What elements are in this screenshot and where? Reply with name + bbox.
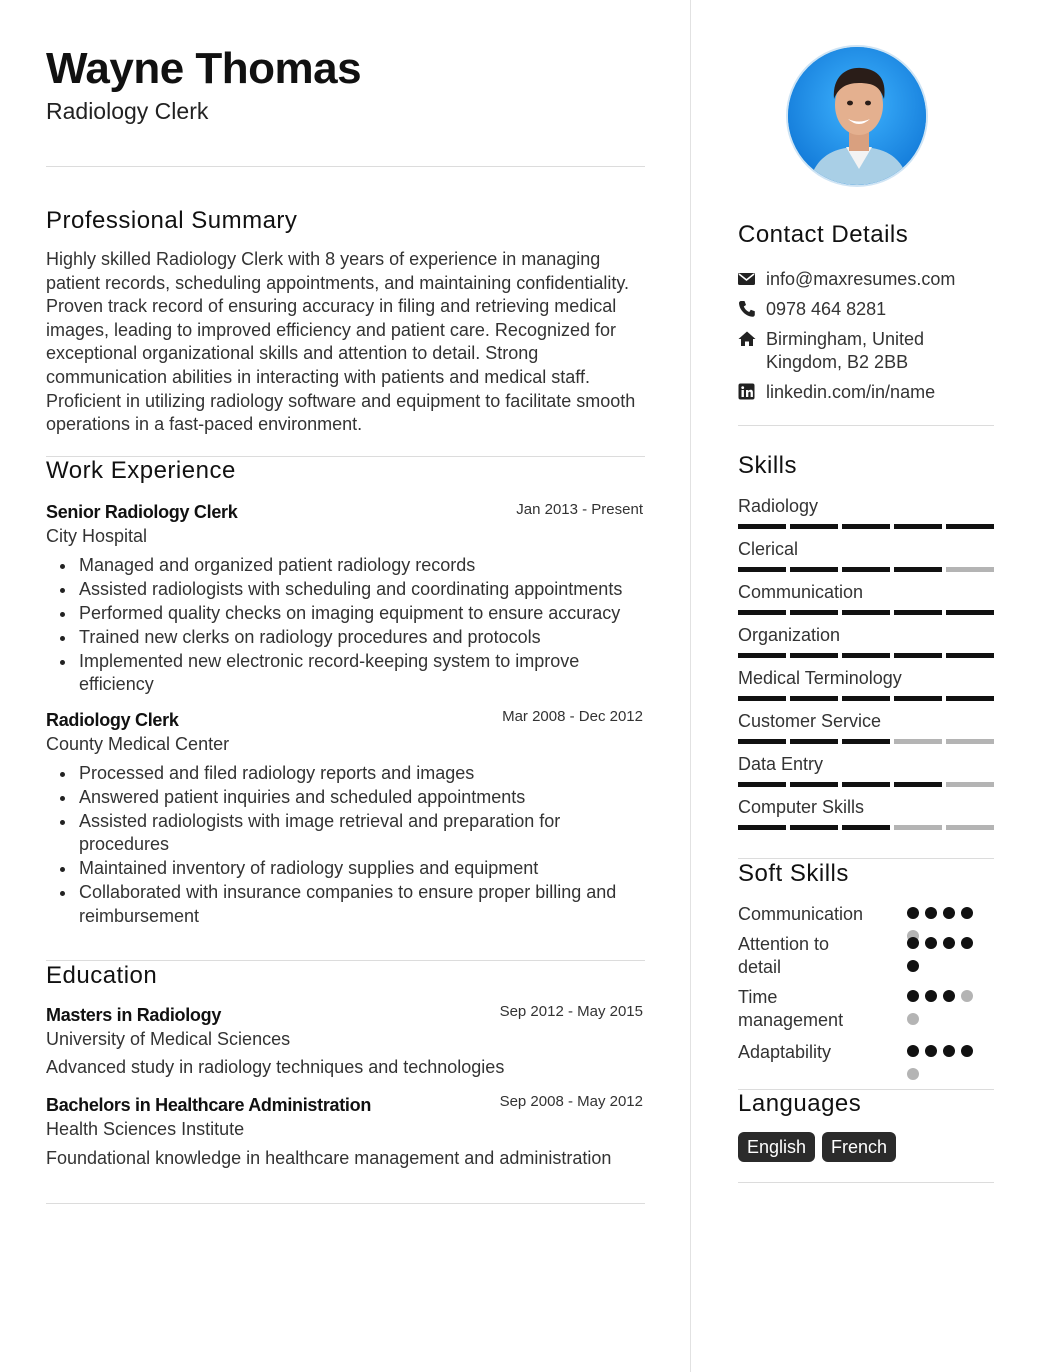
skill-segment-filled — [842, 782, 890, 787]
rating-dot-filled — [943, 907, 955, 919]
skill-name: Communication — [738, 582, 864, 602]
skill-name: Medical Terminology — [738, 668, 902, 688]
candidate-title: Radiology Clerk — [46, 98, 209, 124]
skill-name: Computer Skills — [738, 797, 865, 817]
skill-segment-filled — [842, 825, 890, 830]
soft-skill-rating — [907, 1045, 987, 1085]
skill-segment-empty — [946, 782, 994, 787]
degree-date: Sep 2012 - May 2015 — [499, 1003, 643, 1020]
skill-level-bar — [738, 739, 994, 744]
job-employer: City Hospital — [46, 526, 148, 546]
skill-name: Radiology — [738, 496, 819, 516]
job-date: Mar 2008 - Dec 2012 — [502, 708, 643, 725]
linkedin-link[interactable]: linkedin.com/in/name — [766, 382, 936, 402]
job-bullet: Performed quality checks on imaging equipment to ensure accuracy — [46, 602, 645, 625]
rating-dot-filled — [961, 907, 973, 919]
rating-dot-empty — [961, 990, 973, 1002]
rating-dot-filled — [907, 907, 919, 919]
job-date: Jan 2013 - Present — [516, 501, 643, 518]
job-bullet: Assisted radiologists with image retrieval and preparation for procedures — [46, 810, 645, 857]
skill-segment-filled — [894, 524, 942, 529]
skill-segment-filled — [738, 653, 786, 658]
skill-segment-filled — [946, 653, 994, 658]
skill-level-bar — [738, 825, 994, 830]
skill-segment-filled — [790, 825, 838, 830]
skill-segment-filled — [738, 696, 786, 701]
skill-level-bar — [738, 696, 994, 701]
degree-date: Sep 2008 - May 2012 — [499, 1093, 643, 1110]
avatar-portrait — [788, 47, 928, 187]
soft-skill-name: Time management — [738, 987, 844, 1030]
skill-segment-filled — [946, 524, 994, 529]
column-divider — [690, 0, 691, 1372]
rating-dot-filled — [961, 1045, 973, 1057]
soft-skills-heading: Soft Skills — [738, 860, 849, 887]
degree-title: Bachelors in Healthcare Administration — [46, 1095, 372, 1115]
skill-segment-filled — [946, 696, 994, 701]
soft-skill-name: Communication — [738, 904, 864, 924]
job-bullet: Answered patient inquiries and scheduled appointments — [46, 786, 645, 809]
phone-number[interactable]: 0978 464 8281 — [766, 299, 887, 319]
job-title: Senior Radiology Clerk — [46, 502, 238, 522]
rating-dot-filled — [907, 990, 919, 1002]
phone-icon — [738, 300, 756, 318]
rating-dot-filled — [925, 1045, 937, 1057]
rating-dot-filled — [943, 1045, 955, 1057]
skill-segment-filled — [790, 696, 838, 701]
skill-level-bar — [738, 782, 994, 787]
skill-name: Clerical — [738, 539, 799, 559]
languages-heading: Languages — [738, 1090, 862, 1117]
degree-school: Health Sciences Institute — [46, 1119, 245, 1139]
language-badge: English — [738, 1132, 815, 1162]
skill-segment-empty — [894, 739, 942, 744]
skill-segment-filled — [790, 610, 838, 615]
job-bullets — [46, 554, 645, 697]
soft-skills-divider — [738, 858, 994, 859]
rating-dot-filled — [961, 937, 973, 949]
skill-segment-filled — [894, 610, 942, 615]
language-badge: French — [822, 1132, 896, 1162]
skill-segment-empty — [946, 825, 994, 830]
skill-level-bar — [738, 567, 994, 572]
rating-dot-empty — [907, 1013, 919, 1025]
education-heading: Education — [46, 962, 158, 989]
header-divider — [46, 166, 645, 167]
job-employer: County Medical Center — [46, 734, 230, 754]
experience-heading: Work Experience — [46, 457, 236, 484]
job-bullet: Implemented new electronic record-keeping system to improve efficiency — [46, 650, 645, 697]
skill-segment-filled — [738, 610, 786, 615]
skill-level-bar — [738, 653, 994, 658]
skill-level-bar — [738, 524, 994, 529]
skill-name: Organization — [738, 625, 841, 645]
linkedin-icon — [738, 383, 756, 401]
skill-segment-filled — [842, 739, 890, 744]
skill-name: Data Entry — [738, 754, 824, 774]
skill-segment-filled — [738, 739, 786, 744]
rating-dot-filled — [907, 960, 919, 972]
soft-skill-rating — [907, 937, 987, 977]
job-title: Radiology Clerk — [46, 710, 179, 730]
skill-segment-filled — [790, 653, 838, 658]
degree-description: Advanced study in radiology techniques and technologies — [46, 1057, 505, 1077]
skill-name: Customer Service — [738, 711, 882, 731]
skills-heading: Skills — [738, 452, 798, 479]
skill-segment-filled — [842, 610, 890, 615]
skill-segment-filled — [946, 610, 994, 615]
skill-level-bar — [738, 610, 994, 615]
address-text: Birmingham, United Kingdom, B2 2BB — [766, 329, 925, 372]
soft-skill-name: Adaptability — [738, 1042, 832, 1062]
skill-segment-empty — [894, 825, 942, 830]
skill-segment-filled — [790, 739, 838, 744]
skill-segment-filled — [790, 567, 838, 572]
job-bullet: Managed and organized patient radiology records — [46, 554, 645, 577]
skill-segment-filled — [738, 567, 786, 572]
skill-segment-filled — [842, 696, 890, 701]
skill-segment-filled — [738, 825, 786, 830]
soft-skill-name: Attention to detail — [738, 934, 830, 977]
skill-segment-filled — [738, 524, 786, 529]
envelope-icon — [738, 270, 756, 288]
job-bullets — [46, 762, 645, 929]
avatar — [786, 45, 928, 187]
skill-segment-empty — [946, 739, 994, 744]
candidate-name: Wayne Thomas — [46, 44, 362, 93]
job-bullet: Processed and filed radiology reports and images — [46, 762, 645, 785]
skill-segment-filled — [894, 782, 942, 787]
summary-heading: Professional Summary — [46, 207, 298, 234]
skill-segment-filled — [842, 567, 890, 572]
sidebar-footer-divider — [738, 1182, 994, 1183]
footer-divider — [46, 1203, 645, 1204]
job-bullet: Collaborated with insurance companies to ensure proper billing and reimbursement — [46, 881, 645, 928]
home-icon — [738, 330, 756, 348]
degree-title: Masters in Radiology — [46, 1005, 222, 1025]
rating-dot-filled — [907, 1045, 919, 1057]
skill-segment-filled — [842, 524, 890, 529]
skill-segment-filled — [894, 696, 942, 701]
degree-school: University of Medical Sciences — [46, 1029, 291, 1049]
rating-dot-filled — [943, 937, 955, 949]
skill-segment-filled — [738, 782, 786, 787]
skill-segment-empty — [946, 567, 994, 572]
job-bullet: Trained new clerks on radiology procedures and protocols — [46, 626, 645, 649]
rating-dot-filled — [925, 937, 937, 949]
skill-segment-filled — [790, 524, 838, 529]
rating-dot-filled — [943, 990, 955, 1002]
rating-dot-filled — [907, 937, 919, 949]
summary-text: Highly skilled Radiology Clerk with 8 years of experience in managing patient records, scheduling appointments, and maintaining confidentiality. Proven track record of ensuring accuracy in filing and retrieving medical images, leading to improved efficiency and patient care. Recognized for exceptional organizational skills and attention to detail. Strong communication abilities in interacting with patients and medical staff. Proficient in utilizing radiology software and equipment to facilitate smooth operations in a fast-paced environment. — [46, 249, 636, 435]
skill-segment-filled — [790, 782, 838, 787]
degree-description: Foundational knowledge in healthcare management and administration — [46, 1148, 612, 1168]
skills-divider — [738, 425, 994, 426]
rating-dot-filled — [925, 990, 937, 1002]
skill-segment-filled — [894, 567, 942, 572]
education-divider — [46, 960, 645, 961]
job-bullet: Assisted radiologists with scheduling and coordinating appointments — [46, 578, 645, 601]
skill-segment-filled — [894, 653, 942, 658]
rating-dot-empty — [907, 1068, 919, 1080]
skill-segment-filled — [842, 653, 890, 658]
contact-heading: Contact Details — [738, 221, 909, 248]
rating-dot-filled — [925, 907, 937, 919]
soft-skill-rating — [907, 990, 987, 1030]
job-bullet: Maintained inventory of radiology supplies and equipment — [46, 857, 645, 880]
email-link[interactable]: info@maxresumes.com — [766, 269, 956, 289]
